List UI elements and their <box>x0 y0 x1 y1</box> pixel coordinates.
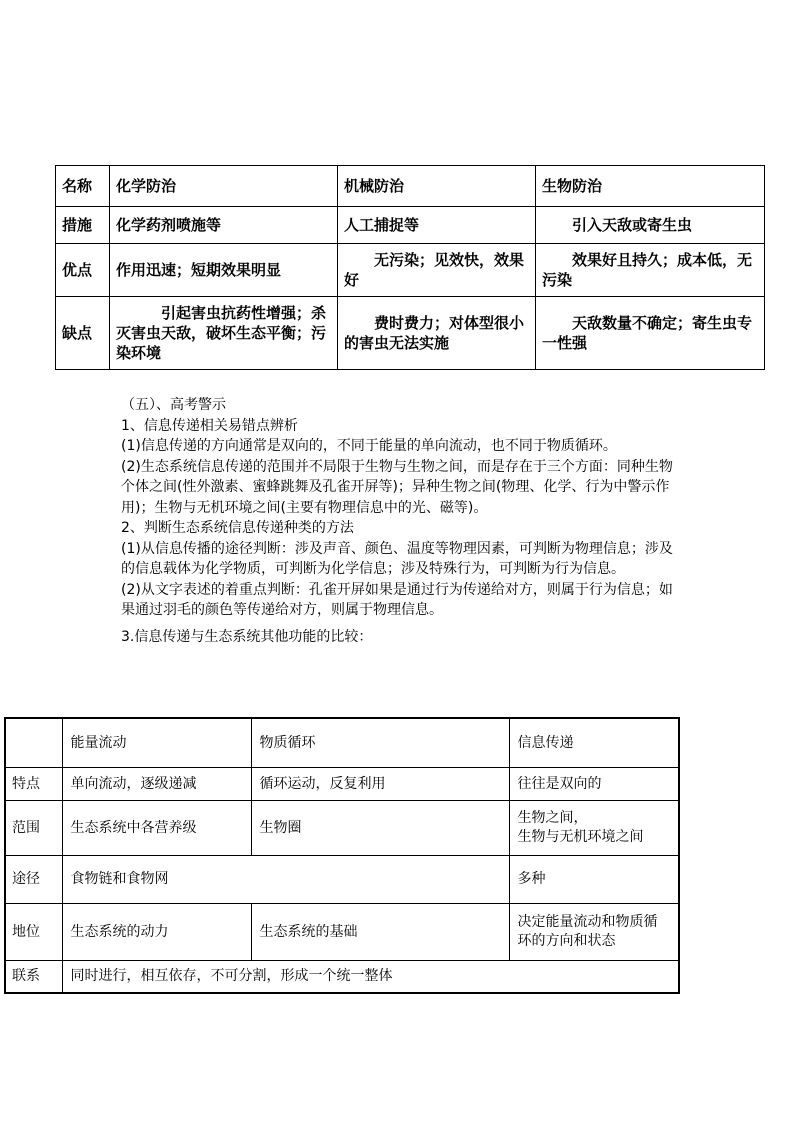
table-cell: 食物链和食物网 <box>62 856 509 904</box>
table-cell: 决定能量流动和物质循环的方向和状态 <box>509 904 679 961</box>
table-cell: 人工捕捉等 <box>338 207 536 244</box>
table-row <box>5 801 679 856</box>
table-cell: 生态系统的动力 <box>62 904 251 961</box>
table-row <box>56 244 765 297</box>
section-paragraph: (2)生态系统信息传递的范围并不局限于生物与生物之间，而是存在于三个方面：同种生物个体之间(性外激素、蜜蜂跳舞及孔雀开屏等)；异种生物之间(物理、化学、行为中警示作用)；生物与无机环境之间(主要有物理信息中的光、磁等)。 <box>121 458 673 516</box>
header-cell: 生物防治 <box>536 166 765 207</box>
row-label: 缺点 <box>56 297 110 370</box>
table-cell: 天敌数量不确定；寄生虫专一性强 <box>536 297 765 370</box>
table-row <box>56 297 765 370</box>
row-label: 范围 <box>5 801 62 856</box>
pest-control-table <box>55 165 765 370</box>
cell-line: 生物与无机环境之间 <box>517 829 644 845</box>
table-cell: 费时费力；对体型很小的害虫无法实施 <box>338 297 536 370</box>
table-cell: 同时进行，相互依存，不可分割，形成一个统一整体 <box>62 961 679 994</box>
table-cell: 化学药剂喷施等 <box>110 207 338 244</box>
table-row <box>56 207 765 244</box>
table-cell: 引起害虫抗药性增强；杀灭害虫天敌，破坏生态平衡；污染环境 <box>110 297 338 370</box>
table-cell: 循环运动，反复利用 <box>251 768 509 801</box>
table-cell: 无污染；见效快，效果好 <box>338 244 536 297</box>
table-caption: 3.信息传递与生态系统其他功能的比较： <box>121 628 373 645</box>
header-cell: 名称 <box>56 166 110 207</box>
table-cell: 单向流动，逐级递减 <box>62 768 251 801</box>
table-row <box>5 718 679 768</box>
table-cell <box>509 801 679 856</box>
table-row <box>56 166 765 207</box>
table-cell: 生态系统中各营养级 <box>62 801 251 856</box>
table-cell: 生物圈 <box>251 801 509 856</box>
table-row <box>5 856 679 904</box>
header-cell <box>5 718 62 768</box>
section-paragraph: (2)从文字表述的着重点判断：孔雀开屏如果是通过行为传递给对方，则属于行为信息；如果通过羽毛的颜色等传递给对方，则属于物理信息。 <box>121 581 673 618</box>
exam-warning-section <box>121 395 677 647</box>
cell-line: 生物之间， <box>517 810 588 826</box>
row-label: 联系 <box>5 961 62 994</box>
table-cell: 作用迅速；短期效果明显 <box>110 244 338 297</box>
table-cell: 往往是双向的 <box>509 768 679 801</box>
table-cell: 多种 <box>509 856 679 904</box>
header-cell: 能量流动 <box>62 718 251 768</box>
section-paragraph: 1、信息传递相关易错点辨析 <box>121 417 298 434</box>
section-heading: （五）、高考警示 <box>121 397 226 413</box>
table-row <box>5 961 679 994</box>
header-cell: 化学防治 <box>110 166 338 207</box>
section-paragraph: (1)信息传递的方向通常是双向的，不同于能量的单向流动，也不同于物质循环。 <box>121 438 617 454</box>
table-cell: 生态系统的基础 <box>251 904 509 961</box>
row-label: 措施 <box>56 207 110 244</box>
section-paragraph: 2、判断生态系统信息传递种类的方法 <box>121 520 354 536</box>
row-label: 优点 <box>56 244 110 297</box>
function-comparison-table <box>4 717 680 994</box>
table-cell: 效果好且持久；成本低，无污染 <box>536 244 765 297</box>
section-paragraph: (1)从信息传播的途径判断：涉及声音、颜色、温度等物理因素，可判断为物理信息；涉及的信息载体为化学物质，可判断为化学信息；涉及特殊行为，可判断为行为信息。 <box>121 540 673 577</box>
header-cell: 机械防治 <box>338 166 536 207</box>
row-label: 特点 <box>5 768 62 801</box>
table-row <box>5 768 679 801</box>
header-cell: 物质循环 <box>251 718 509 768</box>
row-label: 途径 <box>5 856 62 904</box>
table-row <box>5 904 679 961</box>
table-cell: 引入天敌或寄生虫 <box>536 207 765 244</box>
row-label: 地位 <box>5 904 62 961</box>
header-cell: 信息传递 <box>509 718 679 768</box>
